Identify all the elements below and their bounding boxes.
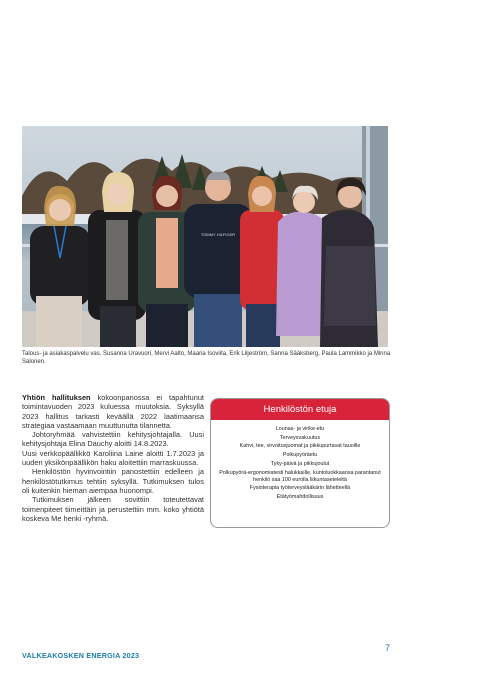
publication-footer [22,651,139,660]
shirt-logo-text: TOMMY HILFIGER [200,232,236,237]
benefit-item: Tyky-päivä ja pikkujoulut [270,460,330,467]
benefit-item: Polkupyörä-ergonomiatesti halukkaille, kuntoluokkaansa parantanut henkilö saa 100 eurolla liikuntaseteleitä [219,469,381,483]
article-paragraph-3: Uusi verkkopäällikkö Karoliina Laine aloitti 1.7.2023 ja uuden yksikönpäällikön haku aloitettiin marraskuussa. [22,448,204,468]
photo-caption: Talous- ja asiakaspalvelu vas. Susanna Uravuori, Mervi Aalto, Maaria Isoviita, Erik Liljeström, Sanna Sääksberg, Paula Lammikko ja Minna Salonen. [22,351,391,365]
benefit-item: Terveysvakuutus [279,434,321,441]
publication-year: 2023 [122,651,140,660]
article-lead: Yhtiön hallituksen [22,393,91,402]
benefits-title: Henkilöstön etuja [211,399,389,420]
benefits-list [211,420,389,501]
group-photo [22,126,388,347]
article-paragraph-1-rest: kokoonpanossa ei tapahtunut toimintavuoden 2023 kuluessa muutoksia. Syksyllä 2023 hallitus tarkasti keväällä 2022 laatimaansa strategiaa vastaamaan muuttunutta tilannetta. [22,393,204,430]
article-paragraph-1 [22,393,204,430]
article-paragraph-5: Tutkimuksen jälkeen sovittiin toteutettavat toimenpiteet tiimeittäin ja perustettiin mm. koko yhtiötä koskeva Me henki -ryhmä. [22,495,204,523]
article-paragraph-2: Johtoryhmää vahvistettiin kehitysjohtajalla. Uusi kehitysjohtaja Elina Dauchy aloitti 14.8.2023. [22,430,204,449]
benefit-item: Lounas- ja virike-etu [275,426,325,432]
benefit-item: Etätyömahdollisuus [276,494,324,501]
article-text [22,393,204,523]
benefit-item: Fysioterapia työterveyslääkärin lähetteellä [249,485,351,492]
benefit-item: Polkupyöräetu [282,452,318,459]
publication-name: VALKEAKOSKEN ENERGIA [22,651,121,660]
group-photo-illustration [22,126,388,347]
benefits-box [210,398,390,528]
article-paragraph-4: Henkilöstön hyvinvointiin panostettiin edelleen ja henkilöstötutkimus tehtiin syksyllä. Tutkimuksen tulos oli kuitenkin hieman aiempaa huonompi. [22,467,204,495]
benefit-item: Kahvi, tee, virvoitusjuomat ja pikkupurtavat tauoille [239,443,361,450]
page-number: 7 [385,643,391,653]
